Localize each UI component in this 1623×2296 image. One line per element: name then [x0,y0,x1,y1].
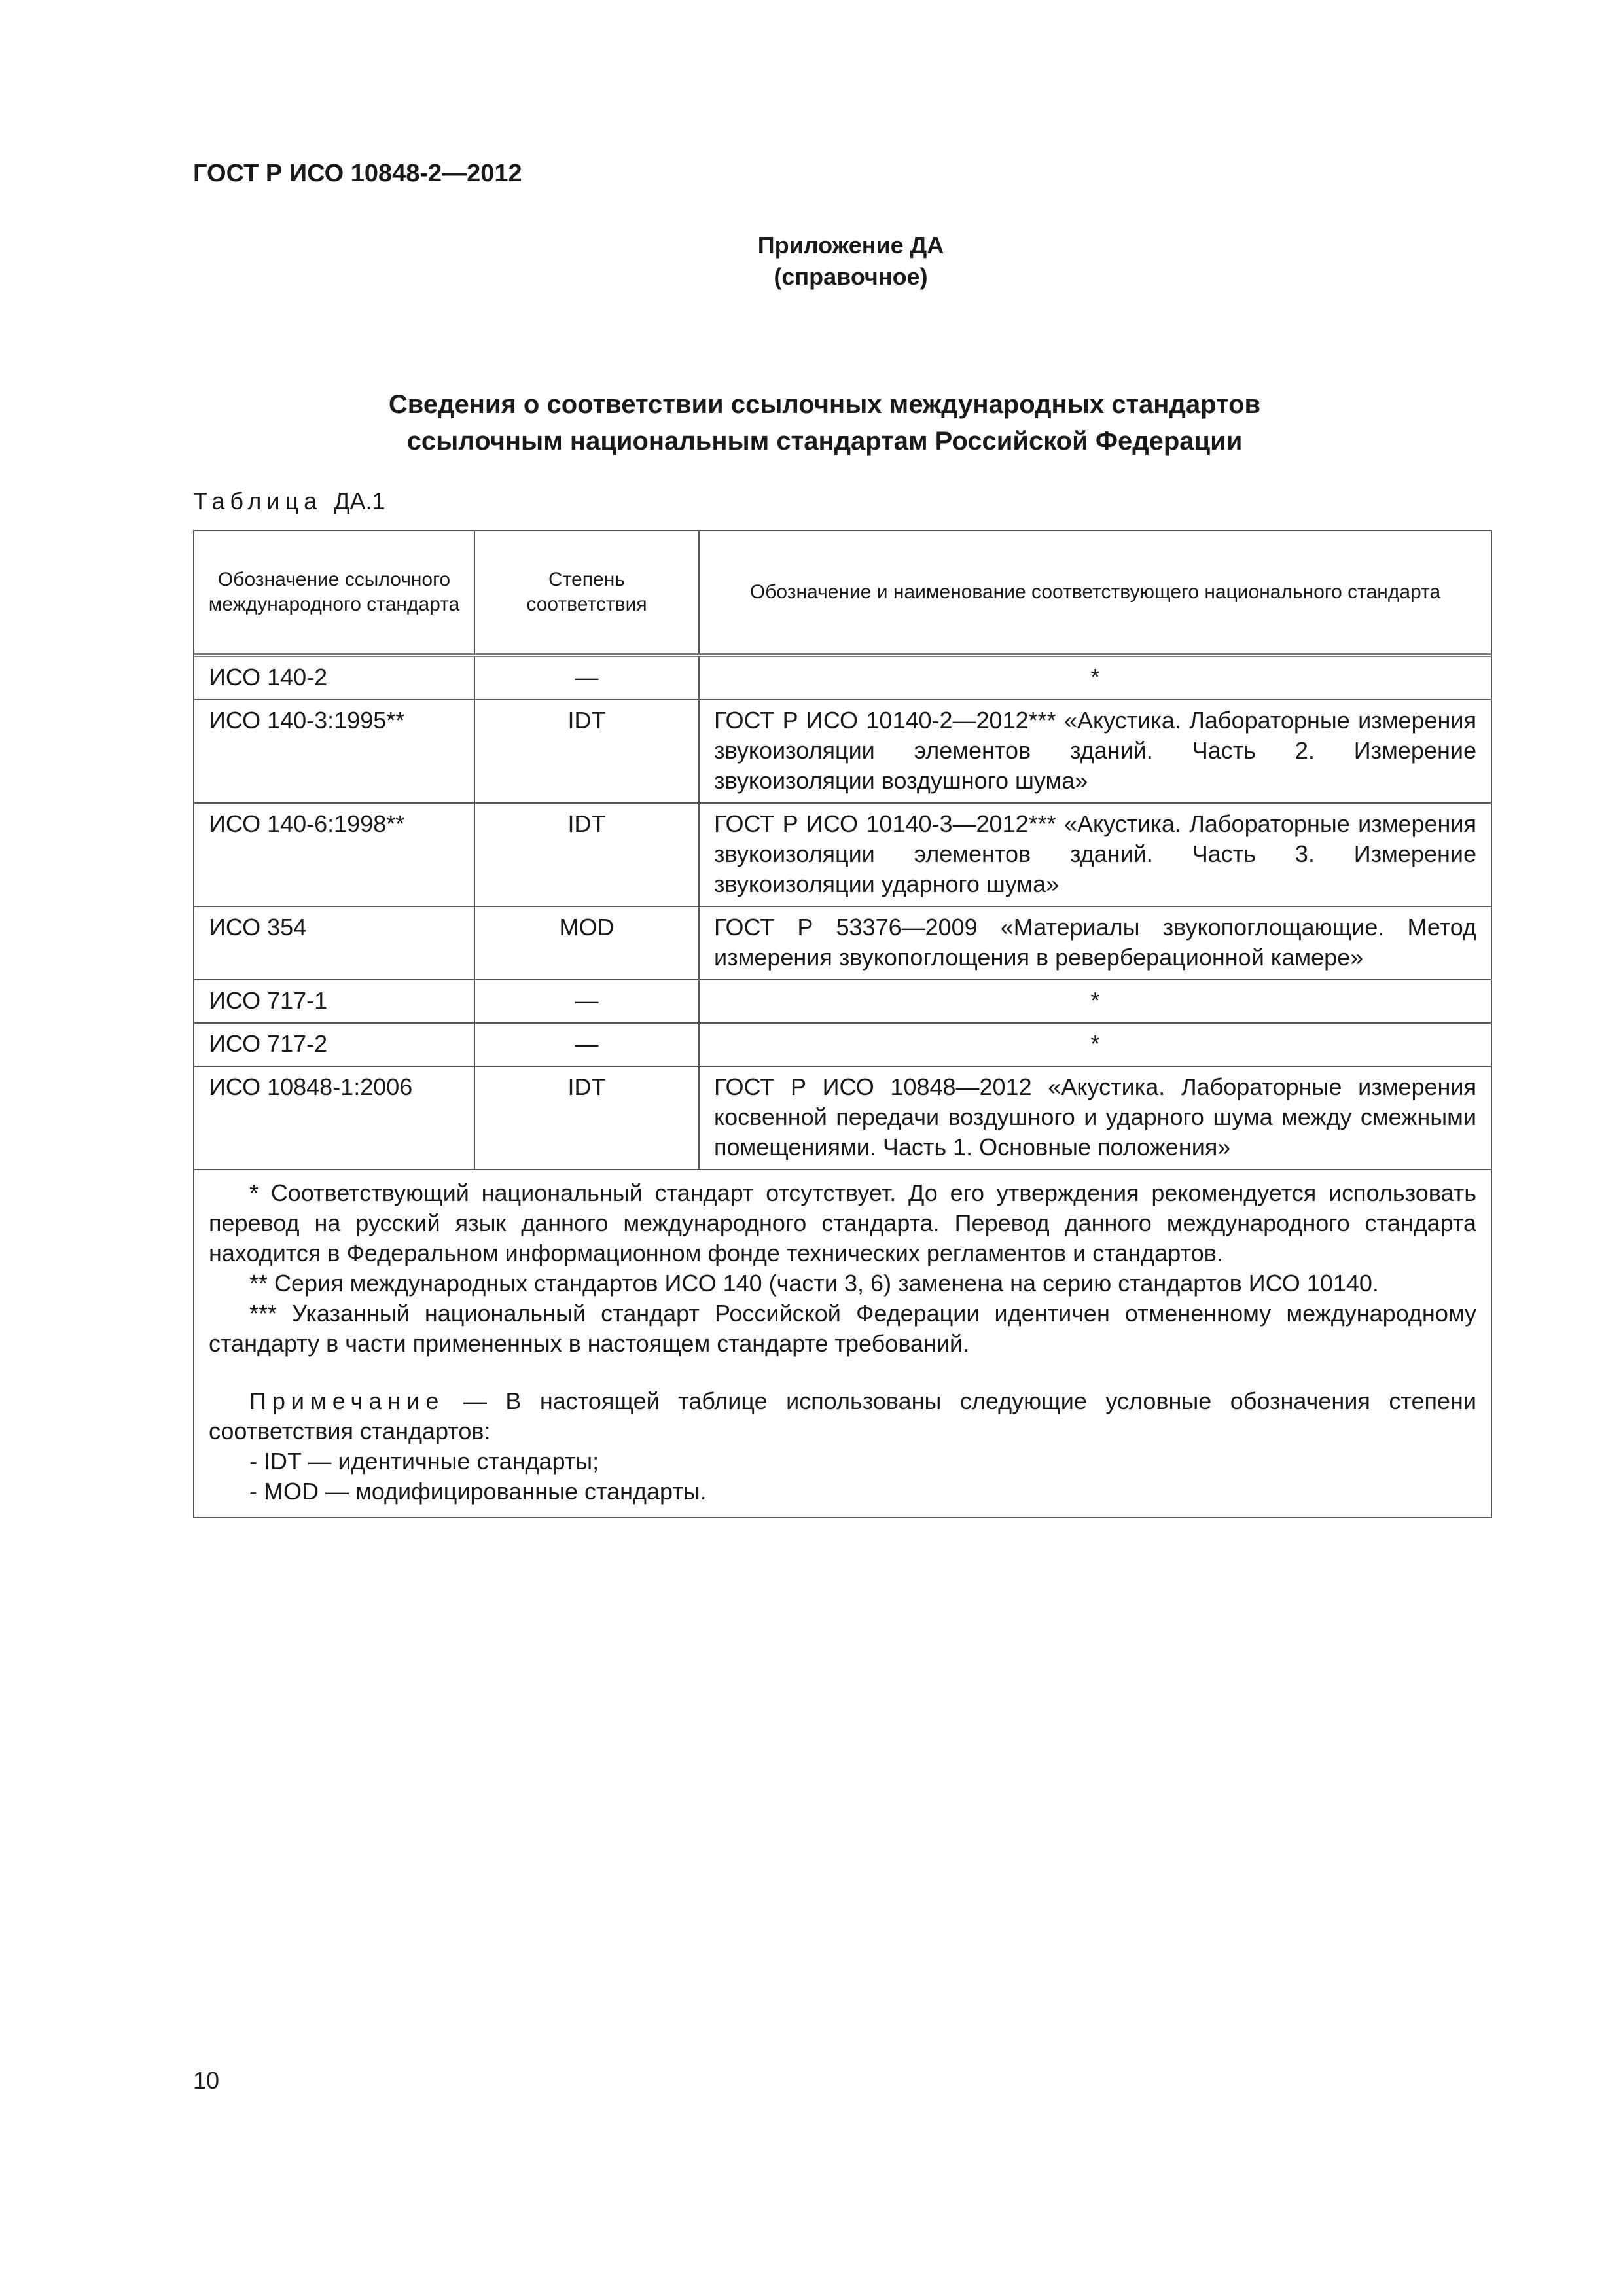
table-caption-label: Таблица [193,488,323,514]
header-national-standard: Обозначение и наименование соответствующего национального стандарта [749,581,1441,603]
standards-table [194,531,1491,1170]
table-row [194,700,1491,803]
cell-intl-standard: ИСО 140-6:1998** [194,803,474,906]
appendix-subtitle: (справочное) [774,263,928,290]
section-title-line-1: Сведения о соответствии ссылочных международных стандартов [388,390,1261,419]
cell-degree: — [474,655,699,700]
cell-intl-standard: ИСО 354 [194,906,474,980]
cell-degree: IDT [474,700,699,803]
cell-degree: IDT [474,1066,699,1170]
note-text: — В настоящей таблице использованы следующие условные обозначения степени соответствия стандартов: [209,1388,1476,1444]
header-intl-standard: Обозначение ссылочного международного стандарта [194,531,474,655]
cell-national-standard: ГОСТ Р ИСО 10140-3—2012*** «Акустика. Лабораторные измерения звукоизоляции элементов зданий. Часть 3. Измерение звукоизоляции ударного шума» [699,803,1491,906]
footnote-single-star: * Соответствующий национальный стандарт отсутствует. До его утверждения рекомендуется использовать перевод на русский язык данного международного стандарта. Перевод данного международного стандарта находится в Федеральном информационном фонде технических регламентов и стандартов. [209,1179,1476,1266]
cell-degree: IDT [474,803,699,906]
table-row [194,1066,1491,1170]
table-header-row [194,531,1491,655]
cell-national-standard: ГОСТ Р ИСО 10848—2012 «Акустика. Лабораторные измерения косвенной передачи воздушного и ударного шума между смежными помещениями. Часть 1. Основные положения» [699,1066,1491,1170]
section-title-line-2: ссылочным национальным стандартам Российской Федерации [406,427,1243,456]
footnote-triple-star: *** Указанный национальный стандарт Российской Федерации идентичен отмененному международному стандарту в части примененных в настоящем стандарте требований. [209,1300,1476,1357]
table-caption [193,488,385,515]
cell-national-standard: * [699,655,1491,700]
legend-item-idt: - IDT — идентичные стандарты; [249,1448,599,1475]
cell-intl-standard: ИСО 140-3:1995** [194,700,474,803]
appendix-title: Приложение ДА [757,232,944,259]
page-number: 10 [193,2067,220,2094]
cell-national-standard: ГОСТ Р ИСО 10140-2—2012*** «Акустика. Лабораторные измерения звукоизоляции элементов зданий. Часть 2. Измерение звукоизоляции воздушного шума» [699,700,1491,803]
standards-table-frame [193,530,1492,1518]
cell-national-standard: ГОСТ Р 53376—2009 «Материалы звукопоглощающие. Метод измерения звукопоглощения в реверберационной камере» [699,906,1491,980]
cell-intl-standard: ИСО 140-2 [194,655,474,700]
cell-degree: — [474,980,699,1023]
legend-item-mod: - MOD — модифицированные стандарты. [249,1478,707,1505]
footnote-double-star: ** Серия международных стандартов ИСО 140 (части 3, 6) заменена на серию стандартов ИСО 10140. [249,1270,1379,1297]
header-degree: Степень соответствия [474,531,699,655]
cell-intl-standard: ИСО 717-2 [194,1023,474,1066]
note-label: Примечание [249,1388,445,1414]
cell-intl-standard: ИСО 717-1 [194,980,474,1023]
table-footnotes [194,1170,1491,1517]
table-row [194,1023,1491,1066]
cell-intl-standard: ИСО 10848-1:2006 [194,1066,474,1170]
cell-national-standard: * [699,980,1491,1023]
table-note [209,1386,1476,1446]
table-row [194,980,1491,1023]
table-row [194,906,1491,980]
cell-degree: — [474,1023,699,1066]
table-row [194,803,1491,906]
document-code: ГОСТ Р ИСО 10848-2—2012 [193,160,522,187]
cell-degree: MOD [474,906,699,980]
cell-national-standard: * [699,1023,1491,1066]
table-caption-number: ДА.1 [334,488,385,514]
table-row [194,655,1491,700]
